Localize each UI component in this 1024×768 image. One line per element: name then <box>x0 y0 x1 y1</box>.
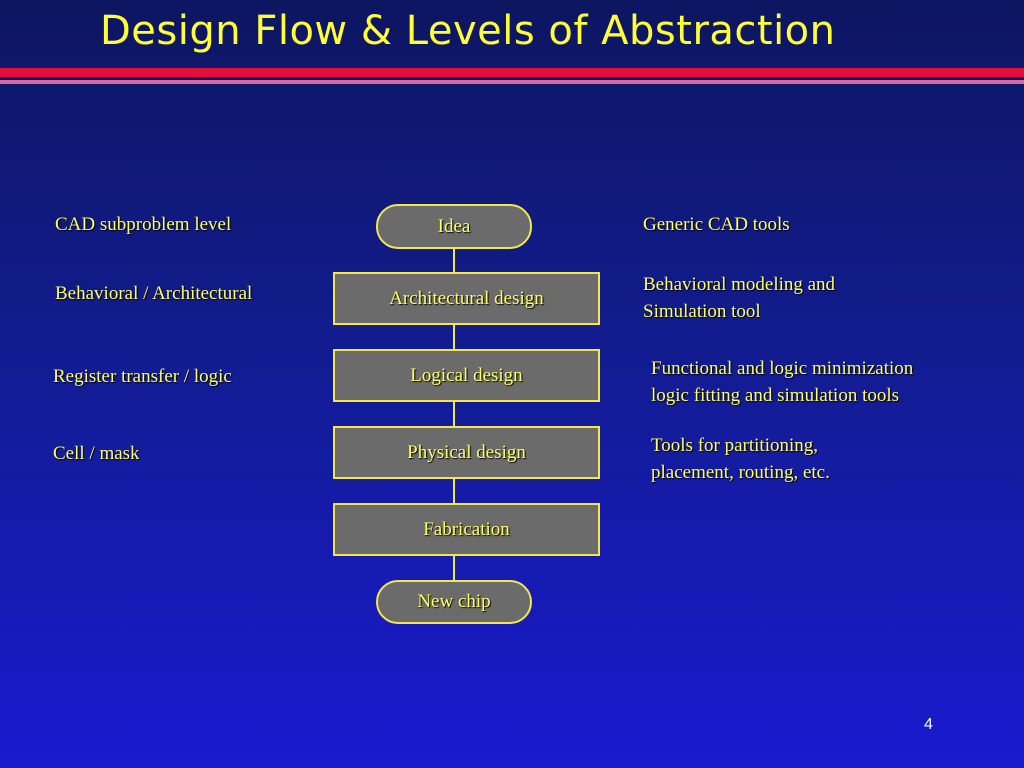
tool-logic-line2: logic fitting and simulation tools <box>651 385 900 406</box>
tool-physical-line2: placement, routing, etc. <box>651 462 830 483</box>
title-rule-red <box>0 68 1024 77</box>
flow-start-idea: Idea <box>376 204 532 249</box>
flow-step-logical: Logical design <box>333 349 600 402</box>
connector-logic-phys <box>453 401 455 427</box>
tool-behavioral-line2: Simulation tool <box>643 301 761 322</box>
tool-physical-line1: Tools for partitioning, <box>651 435 819 456</box>
flow-step-physical: Physical design <box>333 426 600 479</box>
page-number: 4 <box>924 716 933 733</box>
slide-title: Design Flow & Levels of Abstraction <box>100 8 836 54</box>
connector-idea-arch <box>453 247 455 273</box>
flow-step-fabrication: Fabrication <box>333 503 600 556</box>
tool-logic-line1: Functional and logic minimization <box>651 358 914 379</box>
flow-end-new-chip: New chip <box>376 580 532 624</box>
connector-arch-logic <box>453 324 455 350</box>
flow-step-architectural: Architectural design <box>333 272 600 325</box>
connector-fab-chip <box>453 555 455 581</box>
cad-subproblem-header: CAD subproblem level <box>55 214 232 235</box>
title-rule-pink <box>0 80 1024 84</box>
level-behavioral: Behavioral / Architectural <box>55 283 253 304</box>
level-register-transfer: Register transfer / logic <box>53 366 232 387</box>
tool-behavioral-line1: Behavioral modeling and <box>643 274 836 295</box>
generic-cad-tools-header: Generic CAD tools <box>643 214 790 235</box>
connector-phys-fab <box>453 478 455 504</box>
level-cell-mask: Cell / mask <box>53 443 140 464</box>
